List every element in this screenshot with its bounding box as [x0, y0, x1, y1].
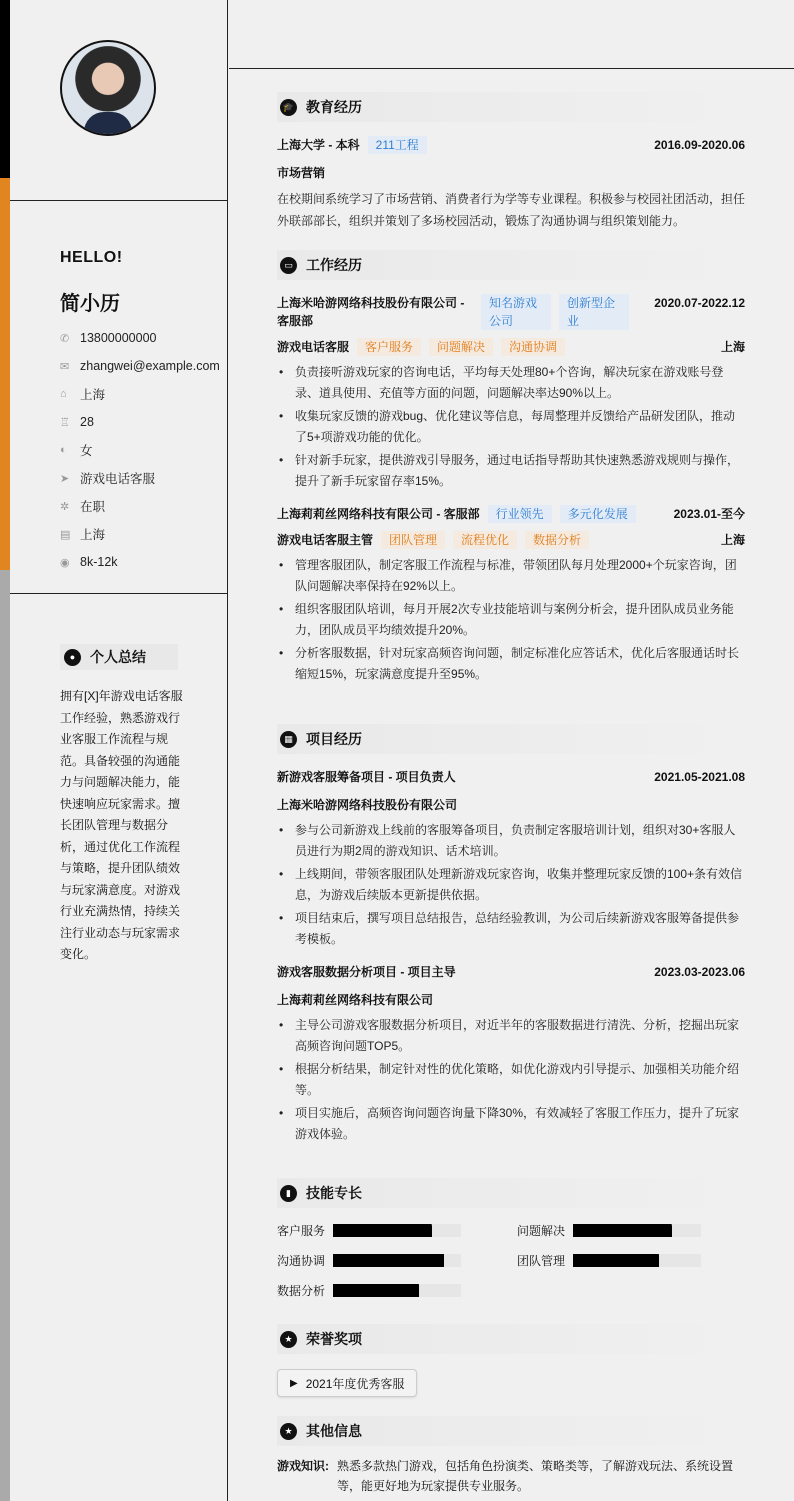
date: 2021.05-2021.08: [654, 770, 745, 784]
bullet-item: • 收集玩家反馈的游戏bug、优化建议等信息，每周整理并反馈给产品研发团队，推动了5+项游戏功能的优化。: [277, 406, 745, 447]
info-text: 游戏电话客服: [80, 472, 156, 486]
section-title: 工作经历: [306, 257, 362, 273]
work-section: [277, 250, 745, 687]
home-icon: ⌂: [60, 388, 67, 400]
accent-stripe-black: [0, 0, 10, 178]
skill-bar: [573, 1224, 701, 1237]
info-icon: ★: [280, 1423, 297, 1440]
city: 上海: [720, 340, 745, 354]
cake-icon: ♖: [60, 416, 70, 429]
info-text: 28: [80, 415, 94, 429]
skill-bar: [333, 1254, 461, 1267]
divider: [10, 200, 227, 201]
company-tag: 知名游戏公司: [481, 294, 551, 330]
role: 游戏电话客服主管: [277, 533, 374, 547]
city: 上海: [720, 533, 745, 547]
divider: [229, 68, 794, 69]
avatar: [60, 40, 156, 136]
project-name: 游戏客服数据分析项目 - 项目主导: [277, 965, 456, 979]
company: 上海莉莉丝网络科技有限公司 - 客服部: [277, 507, 480, 521]
section-title: 其他信息: [306, 1423, 362, 1439]
divider: [10, 593, 227, 594]
info-text: 女: [80, 444, 93, 458]
skill-name: 问题解决: [517, 1224, 566, 1238]
salary-icon: ◉: [60, 556, 70, 569]
skill-bar-fill: [333, 1284, 419, 1297]
phone-icon: ✆: [60, 332, 70, 345]
skill-bar: [573, 1254, 701, 1267]
accent-stripe-gray: [0, 570, 10, 1501]
summary-title: [60, 644, 178, 670]
job-entry: [277, 505, 745, 684]
graduation-cap-icon: 🎓: [280, 99, 297, 116]
tag: 211工程: [368, 136, 427, 154]
bullet-item: • 上线期间，带领客服团队处理新游戏玩家咨询，收集并整理玩家反馈的100+条有效信息，为游戏后续版本更新提供依据。: [277, 864, 745, 905]
role: 游戏电话客服: [277, 340, 350, 354]
accent-stripe-orange: [0, 178, 10, 570]
awards-section: [277, 1324, 745, 1397]
bullet-item: • 分析客服数据，针对玩家高频咨询问题，制定标准化应答话术，优化后客服通话时长缩短15%，玩家满意度提升至95%。: [277, 643, 745, 684]
section-title: 项目经历: [306, 731, 362, 747]
info-row: [60, 492, 220, 520]
date: 2023.03-2023.06: [654, 965, 745, 979]
bullet-item: • 负责接听游戏玩家的咨询电话，平均每天处理80+个咨询，解决玩家在游戏账号登录、道具使用、充值等方面的问题，问题解决率达90%以上。: [277, 362, 745, 403]
skill-bar: [333, 1224, 461, 1237]
projects-section: [277, 724, 745, 1147]
briefcase-icon: ▭: [280, 257, 297, 274]
bullet-item: • 组织客服团队培训，每月开展2次专业技能培训与案例分析会，提升团队成员业务能力，团队成员平均绩效提升20%。: [277, 599, 745, 640]
project-name: 新游戏客服筹备项目 - 项目负责人: [277, 770, 456, 784]
skill-bar-fill: [333, 1224, 432, 1237]
name: 简小历: [60, 293, 120, 315]
job-entry: [277, 294, 745, 491]
award-item[interactable]: [277, 1369, 417, 1397]
contact-info: [60, 324, 220, 576]
skill-item: [277, 1282, 517, 1299]
section-title: 技能专长: [306, 1185, 362, 1201]
bullet-list: [277, 555, 745, 684]
company-tag: 创新型企业: [559, 294, 629, 330]
company: 上海米哈游网络科技股份有限公司 - 客服部: [277, 296, 465, 328]
summary-title-text: 个人总结: [90, 649, 146, 665]
school: 上海大学 - 本科: [277, 138, 360, 152]
gender-icon: ◐: [60, 444, 67, 456]
main-content: [229, 0, 794, 1501]
info-text: 13800000000: [80, 331, 157, 345]
send-icon: ➤: [60, 472, 70, 485]
skill-item: [277, 1252, 517, 1269]
skill-tag: 问题解决: [429, 338, 493, 356]
summary-text: 拥有[X]年游戏电话客服工作经验，熟悉游戏行业客服工作流程与规范。具备较强的沟通能力与问题解决能力，能快速响应玩家需求。擅长团队管理与数据分析，通过优化工作流程与策略，提升团队绩效与玩家满意度。对游戏行业充满热情，持续关注行业动态与玩家需求变化。: [60, 689, 183, 961]
bullet-item: • 参与公司新游戏上线前的客服筹备项目，负责制定客服培训计划，组织对30+客服人员进行为期2周的游戏知识、话术培训。: [277, 820, 745, 861]
skill-item: [277, 1222, 517, 1239]
skill-name: 数据分析: [277, 1284, 326, 1298]
info-row: [60, 436, 220, 464]
skill-bar-fill: [573, 1254, 659, 1267]
other-label: 游戏知识:: [277, 1459, 329, 1473]
award-icon: ★: [280, 1331, 297, 1348]
skill-bar-fill: [333, 1254, 444, 1267]
date: 2016.09-2020.06: [654, 138, 745, 152]
section-title: 教育经历: [306, 99, 362, 115]
section-title: 荣誉奖项: [306, 1331, 362, 1347]
mail-icon: ✉: [60, 360, 70, 373]
project-entry: [277, 768, 745, 949]
info-row: [60, 520, 220, 548]
bullet-item: • 针对新手玩家，提供游戏引导服务，通过电话指导帮助其快速熟悉游戏规则与操作，提升了新手玩家留存率15%。: [277, 450, 745, 491]
info-text: 8k-12k: [80, 555, 118, 569]
skill-name: 客户服务: [277, 1224, 326, 1238]
other-section: [277, 1416, 745, 1496]
status-icon: ✲: [60, 500, 70, 513]
bullet-item: • 主导公司游戏客服数据分析项目，对近半年的客服数据进行清洗、分析，挖掘出玩家高频咨询问题TOP5。: [277, 1015, 745, 1056]
info-row: [60, 324, 220, 352]
info-row: [60, 408, 220, 436]
info-text: 在职: [80, 500, 106, 514]
info-text: 上海: [80, 528, 106, 542]
bullet-item: • 项目实施后，高频咨询问题咨询量下降30%，有效减轻了客服工作压力，提升了玩家游戏体验。: [277, 1103, 745, 1144]
skill-tag: 数据分析: [525, 531, 589, 549]
other-text: 熟悉多款热门游戏，包括角色扮演类、策略类等，了解游戏玩法、系统设置等，能更好地为玩家提供专业服务。: [337, 1459, 734, 1493]
education-section: [277, 92, 745, 232]
info-text: zhangwei@example.com: [80, 359, 220, 373]
bullet-item: • 根据分析结果，制定针对性的优化策略，如优化游戏内引导提示、加强相关功能介绍等。: [277, 1059, 745, 1100]
sidebar: [10, 0, 228, 1501]
skill-name: 团队管理: [517, 1254, 566, 1268]
skill-item: [517, 1252, 745, 1269]
bullet-list: [277, 1015, 745, 1144]
project-entry: [277, 963, 745, 1144]
skill-tag: 沟通协调: [501, 338, 565, 356]
user-icon: ●: [64, 649, 81, 666]
organization: 上海莉莉丝网络科技有限公司: [277, 993, 434, 1007]
bullet-list: [277, 362, 745, 491]
company-tag: 行业领先: [488, 505, 552, 523]
bullet-item: • 项目结束后，撰写项目总结报告，总结经验教训，为公司后续新游戏客服筹备提供参考模板。: [277, 908, 745, 949]
skill-name: 沟通协调: [277, 1254, 326, 1268]
date: 2023.01-至今: [673, 507, 745, 521]
organization: 上海米哈游网络科技股份有限公司: [277, 798, 458, 812]
hello-heading: HELLO!: [60, 249, 123, 266]
skill-bar-fill: [573, 1224, 672, 1237]
info-row: [60, 464, 220, 492]
skill-tag: 团队管理: [381, 531, 445, 549]
grid-icon: ▦: [280, 731, 297, 748]
major: 市场营销: [277, 166, 326, 180]
skills-section: [277, 1178, 745, 1299]
skill-tag: 客户服务: [357, 338, 421, 356]
bar-chart-icon: ▮: [280, 1185, 297, 1202]
skill-bar: [333, 1284, 461, 1297]
education-desc: 在校期间系统学习了市场营销、消费者行为学等专业课程。积极参与校园社团活动，担任外联部部长，组织并策划了多场校园活动，锻炼了沟通协调与组织策划能力。: [277, 192, 746, 228]
skill-item: [517, 1222, 745, 1239]
info-row: [60, 380, 220, 408]
building-icon: ▤: [60, 528, 71, 541]
award-label: 2021年度优秀客服: [305, 1376, 405, 1391]
skill-tag: 流程优化: [453, 531, 517, 549]
date: 2020.07-2022.12: [654, 296, 745, 310]
info-text: 上海: [80, 388, 106, 402]
info-row: [60, 352, 220, 380]
info-row: [60, 548, 220, 576]
bullet-list: [277, 820, 745, 949]
bullet-item: • 管理客服团队，制定客服工作流程与标准，带领团队每月处理2000+个玩家咨询，团队问题解决率保持在92%以上。: [277, 555, 745, 596]
company-tag: 多元化发展: [560, 505, 636, 523]
play-icon: ▶: [290, 1377, 298, 1389]
